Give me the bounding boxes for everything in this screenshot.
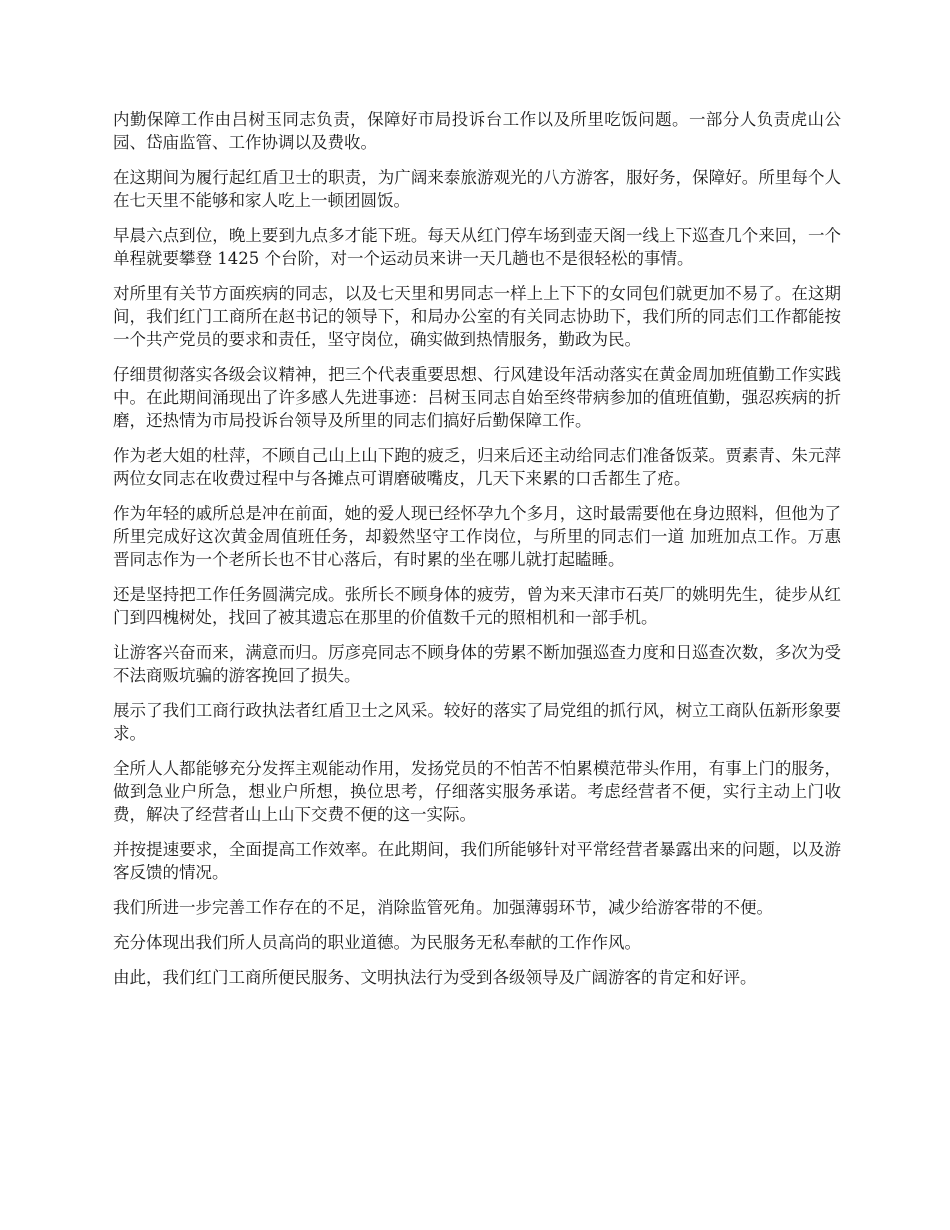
paragraph: 充分体现出我们所人员高尚的职业道德。为民服务无私奉献的工作作风。: [113, 933, 641, 952]
paragraph: 让游客兴奋而来，满意而归。厉彦亮同志不顾身体的劳累不断加强巡查力度和日巡查次数，多次为受不法商贩坑骗的游客挽回了损失。: [113, 643, 841, 685]
paragraph: 全所人人都能够充分发挥主观能动作用，发扬党员的不怕苦不怕累模范带头作用，有事上门的服务，做到急业户所急，想业户所想，换位思考，仔细落实服务承诺。考虑经营者不便，实行主动上门收费，解决了经营者山上山下交费不便的这一实际。: [113, 759, 841, 824]
paragraph: 内勤保障工作由吕树玉同志负责，保障好市局投诉台工作以及所里吃饭问题。一部分人负责虎山公园、岱庙监管、工作协调以及费收。: [113, 110, 841, 152]
paragraph: 并按提速要求，全面提高工作效率。在此期间，我们所能够针对平常经营者暴露出来的问题，以及游客反馈的情况。: [113, 840, 841, 882]
paragraph: 作为年轻的戚所总是冲在前面，她的爱人现已经怀孕九个多月，这时最需要他在身边照料，但他为了所里完成好这次黄金周值班任务，却毅然坚守工作岗位，与所里的同志们一道 加班加点工作。万惠晋同志作为一个老所长也不甘心落后，有时累的坐在哪儿就打起瞌睡。: [113, 504, 841, 569]
paragraph: 展示了我们工商行政执法者红盾卫士之风采。较好的落实了局党组的抓行风，树立工商队伍新形象要求。: [113, 701, 841, 743]
paragraph: 仔细贯彻落实各级会议精神，把三个代表重要思想、行风建设年活动落实在黄金周加班值勤工作实践中。在此期间涌现出了许多感人先进事迹：吕树玉同志自始至终带病参加的值班值勤，强忍疾病的折磨，还热情为市局投诉台领导及所里的同志们搞好后勤保障工作。: [113, 365, 841, 430]
paragraph: 由此，我们红门工商所便民服务、文明执法行为受到各级领导及广阔游客的肯定和好评。: [113, 968, 757, 987]
paragraph: 早晨六点到位，晚上要到九点多才能下班。每天从红门停车场到壶天阁一线上下巡查几个来回，一个单程就要攀登 1425 个台阶，对一个运动员来讲一天几趟也不是很轻松的事情。: [113, 226, 841, 268]
paragraph: 作为老大姐的杜萍，不顾自己山上山下跑的疲乏，归来后还主动给同志们准备饭菜。贾素青、朱元萍两位女同志在收费过程中与各摊点可谓磨破嘴皮，几天下来累的口舌都生了疮。: [113, 446, 841, 488]
paragraph: 还是坚持把工作任务圆满完成。张所长不顾身体的疲劳，曾为来天津市石英厂的姚明先生，徒步从红门到四槐树处，找回了被其遗忘在那里的价值数千元的照相机和一部手机。: [113, 585, 841, 627]
paragraph: 在这期间为履行起红盾卫士的职责，为广阔来泰旅游观光的八方游客，服好务，保障好。所里每个人在七天里不能够和家人吃上一顿团圆饭。: [113, 168, 841, 210]
document-body: [113, 108, 841, 1001]
paragraph: 对所里有关节方面疾病的同志，以及七天里和男同志一样上上下下的女同包们就更加不易了。在这期间，我们红门工商所在赵书记的领导下，和局办公室的有关同志协助下，我们所的同志们工作都能按一个共产党员的要求和责任，坚守岗位，确实做到热情服务，勤政为民。: [113, 284, 841, 349]
paragraph: 我们所进一步完善工作存在的不足，消除监管死角。加强薄弱环节，减少给游客带的不便。: [113, 898, 773, 917]
